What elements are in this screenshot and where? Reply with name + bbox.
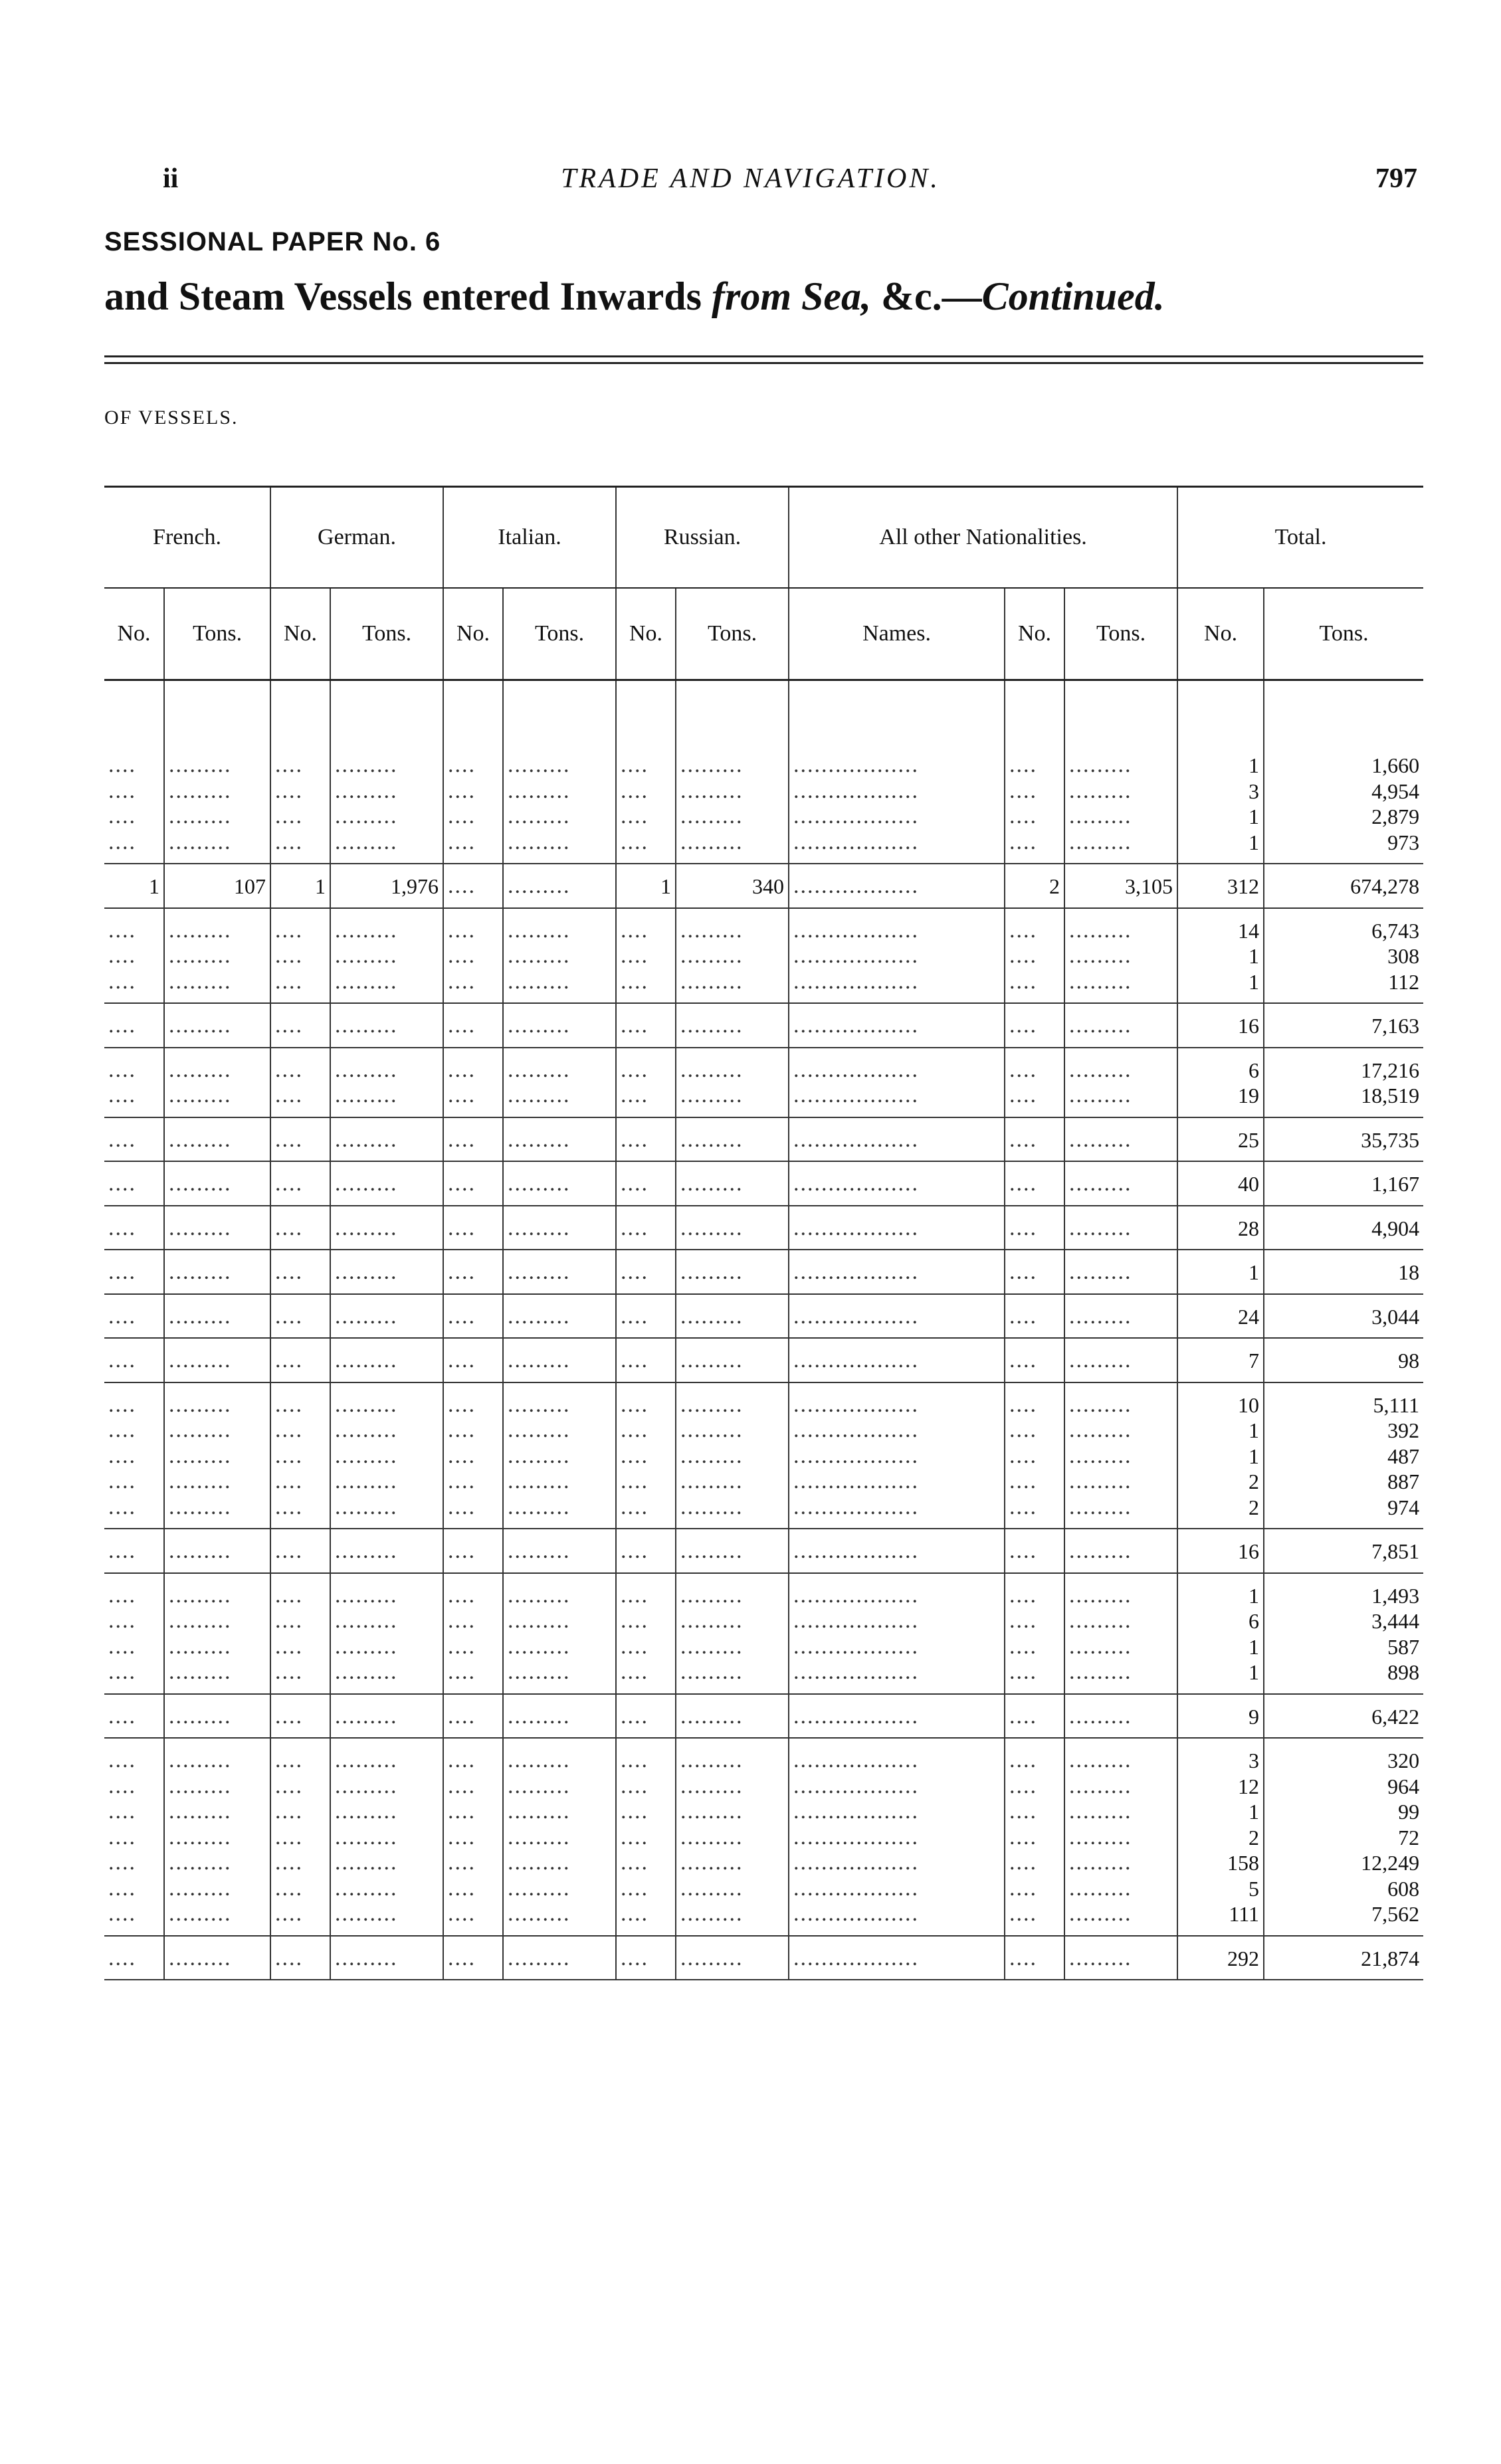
table-cell: ....: [1005, 1294, 1064, 1339]
table-cell: ......... .........: [676, 1048, 789, 1117]
table-cell: ....: [104, 1206, 164, 1250]
table-cell: .........: [503, 1294, 616, 1339]
table-cell: ......... ......... ......... ......... .........: [503, 1382, 616, 1529]
table-cell: ....: [443, 1338, 503, 1382]
table-cell: ....: [1005, 1338, 1064, 1382]
table-cell: .........: [330, 1294, 443, 1339]
group-total: Total.: [1177, 487, 1423, 589]
table-cell: .... ....: [443, 1048, 503, 1117]
table-cell: ....: [443, 1936, 503, 1980]
table-cell: .........: [503, 1936, 616, 1980]
table-cell: .........: [330, 1003, 443, 1048]
table-cell: .........: [164, 1206, 270, 1250]
table-cell: ....: [270, 1529, 330, 1573]
group-italian: Italian.: [443, 487, 616, 589]
table-cell: 25: [1177, 1117, 1264, 1162]
table-cell: .........: [330, 1936, 443, 1980]
table-cell: ....: [616, 1003, 676, 1048]
table-cell: ....: [443, 1206, 503, 1250]
table-cell: 24: [1177, 1294, 1264, 1339]
table-cell: ......... .........: [164, 1048, 270, 1117]
table-cell: ....: [443, 1161, 503, 1206]
table-cell: ....: [616, 1529, 676, 1573]
table-cell: ....: [443, 864, 503, 908]
table-row: [104, 1573, 1423, 1694]
table-cell: .........: [1064, 1003, 1177, 1048]
page-left-marker: ii: [163, 163, 179, 194]
table-row: [104, 1936, 1423, 1980]
table-cell: .........: [164, 1338, 270, 1382]
table-cell: .... .... ....: [270, 908, 330, 1004]
table-cell: .........: [503, 1206, 616, 1250]
table-row: [104, 1294, 1423, 1339]
table-cell: ....: [616, 1117, 676, 1162]
table-cell: .........: [1064, 1206, 1177, 1250]
vessels-table: [104, 486, 1423, 1980]
table-cell: .........: [1064, 1694, 1177, 1739]
table-row: [104, 1694, 1423, 1739]
table-cell: .........: [1064, 1529, 1177, 1573]
table-cell: 3,105: [1064, 864, 1177, 908]
col-other-tons: Tons.: [1064, 588, 1177, 680]
table-cell: ......... ......... ......... ......... ......... ......... .........: [330, 1738, 443, 1936]
table-cell: .... .... .... ....: [616, 750, 676, 864]
table-cell: 3,044: [1264, 1294, 1423, 1339]
heading-part-1: and Steam Vessels entered Inwards: [104, 274, 712, 318]
table-cell: .... .... .... ....: [1005, 750, 1064, 864]
table-spacer-row: [104, 680, 1423, 751]
table-cell: ....: [104, 1161, 164, 1206]
table-cell: ......... ......... .........: [676, 908, 789, 1004]
table-cell: 6,743 308 112: [1264, 908, 1423, 1004]
table-cell: ....: [270, 1694, 330, 1739]
table-cell: ..................: [789, 1161, 1005, 1206]
col-russian-tons: Tons.: [676, 588, 789, 680]
sessional-paper-label: SESSIONAL PAPER No. 6: [104, 227, 441, 256]
table-cell: 312: [1177, 864, 1264, 908]
table-cell: 1: [104, 864, 164, 908]
table-cell: .........: [503, 1003, 616, 1048]
table-cell: 107: [164, 864, 270, 908]
table-cell: .................. ..................: [789, 1048, 1005, 1117]
table-cell: ....: [1005, 1206, 1064, 1250]
table-cell: ....: [443, 1250, 503, 1294]
double-rule-bottom: [104, 362, 1423, 364]
table-cell: .........: [676, 1206, 789, 1250]
table-cell: ....: [616, 1694, 676, 1739]
group-header-row: [104, 487, 1423, 589]
table-cell: .........: [676, 1694, 789, 1739]
table-row: [104, 1529, 1423, 1573]
table-cell: .................. .................. ..................: [789, 908, 1005, 1004]
table-cell: ......... ......... .........: [330, 908, 443, 1004]
table-cell: 7,163: [1264, 1003, 1423, 1048]
table-cell: ....: [1005, 1117, 1064, 1162]
table-cell: ....: [104, 1250, 164, 1294]
table-cell: 3 12 1 2 158 5 111: [1177, 1738, 1264, 1936]
table-cell: .........: [676, 1003, 789, 1048]
table-cell: 292: [1177, 1936, 1264, 1980]
table-cell: ....: [616, 1250, 676, 1294]
table-cell: .........: [676, 1117, 789, 1162]
table-row: [104, 1250, 1423, 1294]
table-cell: .........: [330, 1250, 443, 1294]
table-cell: .... ....: [1005, 1048, 1064, 1117]
table-cell: .........: [1064, 1250, 1177, 1294]
col-total-no: No.: [1177, 588, 1264, 680]
table-cell: .... .... .... ....: [1005, 1573, 1064, 1694]
table-row: [104, 1382, 1423, 1529]
table-cell: ......... ......... .........: [503, 908, 616, 1004]
table-cell: .........: [503, 1117, 616, 1162]
table-cell: .... .... .... .... .... .... ....: [1005, 1738, 1064, 1936]
table-row: [104, 1338, 1423, 1382]
table-cell: ......... .........: [330, 1048, 443, 1117]
table-cell: .........: [330, 1694, 443, 1739]
table-cell: 10 1 1 2 2: [1177, 1382, 1264, 1529]
table-cell: 6 19: [1177, 1048, 1264, 1117]
table-cell: .........: [676, 1936, 789, 1980]
table-cell: .... .... .... .... .... .... ....: [616, 1738, 676, 1936]
table-cell: ......... ......... ......... .........: [164, 1573, 270, 1694]
table-cell: 9: [1177, 1694, 1264, 1739]
table-cell: 1: [616, 864, 676, 908]
col-german-no: No.: [270, 588, 330, 680]
table-cell: .........: [164, 1694, 270, 1739]
table-body: [104, 680, 1423, 1980]
table-cell: ......... ......... ......... .........: [330, 1573, 443, 1694]
table-cell: .........: [503, 1694, 616, 1739]
table-row: [104, 1117, 1423, 1162]
table-cell: ....: [443, 1117, 503, 1162]
table-cell: ..................: [789, 1694, 1005, 1739]
table-cell: ....: [270, 1338, 330, 1382]
table-cell: ......... ......... ......... .........: [676, 1573, 789, 1694]
table-cell: .... .... .... ....: [443, 750, 503, 864]
table-cell: ....: [104, 1338, 164, 1382]
table-cell: 40: [1177, 1161, 1264, 1206]
table-cell: .........: [1064, 1117, 1177, 1162]
table-cell: .... .... .... ....: [104, 1573, 164, 1694]
table-cell: ......... .........: [1064, 1048, 1177, 1117]
table-cell: .........: [330, 1117, 443, 1162]
table-cell: .........: [503, 1338, 616, 1382]
table-cell: ......... ......... ......... ......... .........: [676, 1382, 789, 1529]
double-rule-top: [104, 355, 1423, 357]
table-cell: .........: [676, 1250, 789, 1294]
table-cell: 674,278: [1264, 864, 1423, 908]
table-cell: .........: [164, 1936, 270, 1980]
running-title: TRADE AND NAVIGATION.: [561, 163, 940, 194]
table-cell: 35,735: [1264, 1117, 1423, 1162]
table-cell: 5,111 392 487 887 974: [1264, 1382, 1423, 1529]
table-cell: .........: [164, 1294, 270, 1339]
table-cell: ......... ......... ......... ......... ......... ......... .........: [676, 1738, 789, 1936]
table-cell: 340: [676, 864, 789, 908]
table-cell: .........: [503, 1529, 616, 1573]
table-cell: .... .... ....: [443, 908, 503, 1004]
table-cell: 1,660 4,954 2,879 973: [1264, 750, 1423, 864]
group-german: German.: [270, 487, 443, 589]
table-cell: ......... ......... ......... ......... ......... ......... .........: [164, 1738, 270, 1936]
heading-italic-1: from Sea,: [711, 274, 871, 318]
table-row: [104, 908, 1423, 1004]
table-cell: .................. .................. .................. ..................: [789, 750, 1005, 864]
page-heading: [104, 274, 1165, 320]
heading-italic-2: Continued.: [981, 274, 1165, 318]
col-russian-no: No.: [616, 588, 676, 680]
table-cell: ....: [270, 1003, 330, 1048]
table-cell: ..................: [789, 1003, 1005, 1048]
table-cell: ......... ......... ......... ......... ......... ......... .........: [1064, 1738, 1177, 1936]
table-cell: .... .... .... .... ....: [443, 1382, 503, 1529]
table-cell: .........: [164, 1250, 270, 1294]
table-cell: .........: [164, 1003, 270, 1048]
table-row: [104, 1048, 1423, 1117]
table-cell: 7,851: [1264, 1529, 1423, 1573]
table-cell: ....: [616, 1294, 676, 1339]
table-cell: ....: [616, 1206, 676, 1250]
table-cell: ....: [1005, 1529, 1064, 1573]
table-cell: ..................: [789, 1117, 1005, 1162]
table-cell: ....: [104, 1936, 164, 1980]
col-other-names: Names.: [789, 588, 1005, 680]
table-cell: .........: [164, 1161, 270, 1206]
table-cell: ....: [1005, 1936, 1064, 1980]
table-cell: ..................: [789, 1338, 1005, 1382]
table-cell: .........: [503, 1161, 616, 1206]
table-cell: 1: [270, 864, 330, 908]
table-cell: .... ....: [616, 1048, 676, 1117]
table-row: [104, 1161, 1423, 1206]
table-cell: ....: [1005, 1694, 1064, 1739]
table-cell: ....: [1005, 1161, 1064, 1206]
table-cell: ......... ......... ......... .........: [164, 750, 270, 864]
sub-header-row: [104, 588, 1423, 680]
table-cell: ......... ......... ......... .........: [676, 750, 789, 864]
table-row: [104, 1206, 1423, 1250]
table-cell: .... .... .... ....: [270, 750, 330, 864]
table-cell: ......... ......... ......... ......... ......... ......... .........: [503, 1738, 616, 1936]
table-cell: 1: [1177, 1250, 1264, 1294]
table-cell: ......... ......... ......... .........: [330, 750, 443, 864]
table-cell: .........: [164, 1117, 270, 1162]
table-cell: .... .... .... .... ....: [270, 1382, 330, 1529]
table-cell: ......... ......... ......... .........: [503, 750, 616, 864]
table-cell: .... .... ....: [1005, 908, 1064, 1004]
table-cell: 21,874: [1264, 1936, 1423, 1980]
table-cell: .... .... .... ....: [443, 1573, 503, 1694]
table-cell: ......... ......... .........: [1064, 908, 1177, 1004]
table-cell: .... .... .... .... ....: [104, 1382, 164, 1529]
table-cell: .........: [1064, 1936, 1177, 1980]
table-cell: .... .... .... ....: [616, 1573, 676, 1694]
table-cell: .... .... ....: [616, 908, 676, 1004]
table-cell: .... .... .... .... .... .... ....: [104, 1738, 164, 1936]
table-cell: .........: [676, 1294, 789, 1339]
table-cell: 320 964 99 72 12,249 608 7,562: [1264, 1738, 1423, 1936]
table-cell: .........: [1064, 1161, 1177, 1206]
table-cell: .... .... .... .... ....: [616, 1382, 676, 1529]
col-other-no: No.: [1005, 588, 1064, 680]
table-row: [104, 750, 1423, 864]
table-cell: ....: [443, 1003, 503, 1048]
table-cell: .........: [330, 1206, 443, 1250]
table-cell: .................. .................. .................. .................. ..................: [789, 1382, 1005, 1529]
group-other: All other Nationalities.: [789, 487, 1177, 589]
table-cell: 16: [1177, 1003, 1264, 1048]
table-cell: ......... ......... ......... ......... .........: [164, 1382, 270, 1529]
table-cell: 1,167: [1264, 1161, 1423, 1206]
table-cell: 4,904: [1264, 1206, 1423, 1250]
table-cell: 1,493 3,444 587 898: [1264, 1573, 1423, 1694]
table-cell: ..................: [789, 1936, 1005, 1980]
table-cell: .... .... .... .... .... .... ....: [443, 1738, 503, 1936]
table-cell: ..................: [789, 1206, 1005, 1250]
table-cell: 2: [1005, 864, 1064, 908]
table-cell: 18: [1264, 1250, 1423, 1294]
table-cell: ....: [270, 1936, 330, 1980]
table-cell: .........: [330, 1529, 443, 1573]
table-cell: .........: [503, 1250, 616, 1294]
table-cell: ......... ......... ......... .........: [1064, 1573, 1177, 1694]
table-cell: .........: [676, 1161, 789, 1206]
table-cell: .... ....: [270, 1048, 330, 1117]
table-cell: ......... ......... ......... ......... .........: [330, 1382, 443, 1529]
group-russian: Russian.: [616, 487, 789, 589]
table-cell: .... .... .... .... ....: [1005, 1382, 1064, 1529]
page-number: 797: [1375, 163, 1417, 194]
table-cell: ....: [443, 1694, 503, 1739]
table-cell: 1 3 1 1: [1177, 750, 1264, 864]
table-cell: ....: [443, 1294, 503, 1339]
table-cell: ......... .........: [503, 1048, 616, 1117]
table-cell: .........: [676, 1529, 789, 1573]
table-row: [104, 1003, 1423, 1048]
table-cell: ....: [270, 1161, 330, 1206]
table-cell: ....: [616, 1161, 676, 1206]
table-cell: ....: [104, 1294, 164, 1339]
table-cell: ..................: [789, 1294, 1005, 1339]
table-cell: 14 1 1: [1177, 908, 1264, 1004]
table-cell: 6,422: [1264, 1694, 1423, 1739]
table-cell: .........: [330, 1338, 443, 1382]
table-cell: ......... ......... ......... ......... .........: [1064, 1382, 1177, 1529]
table-cell: ....: [270, 1250, 330, 1294]
table-cell: ....: [270, 1206, 330, 1250]
table-cell: .........: [1064, 1338, 1177, 1382]
table-cell: .........: [330, 1161, 443, 1206]
col-total-tons: Tons.: [1264, 588, 1423, 680]
col-german-tons: Tons.: [330, 588, 443, 680]
table-cell: .... .... .... ....: [104, 750, 164, 864]
heading-part-2: &c.—: [870, 274, 982, 318]
table-cell: ....: [1005, 1003, 1064, 1048]
table-cell: .................. .................. .................. ..................: [789, 1573, 1005, 1694]
table-cell: ..................: [789, 1529, 1005, 1573]
table-cell: .... .... ....: [104, 908, 164, 1004]
table-cell: ....: [443, 1529, 503, 1573]
table-cell: ..................: [789, 1250, 1005, 1294]
table-cell: ..................: [789, 864, 1005, 908]
col-french-tons: Tons.: [164, 588, 270, 680]
table-cell: 28: [1177, 1206, 1264, 1250]
table-cell: 98: [1264, 1338, 1423, 1382]
table-cell: .... .... .... ....: [270, 1573, 330, 1694]
table-cell: .........: [164, 1529, 270, 1573]
table-cell: ....: [104, 1003, 164, 1048]
table-cell: ....: [104, 1694, 164, 1739]
col-italian-no: No.: [443, 588, 503, 680]
table-cell: 1 6 1 1: [1177, 1573, 1264, 1694]
table-row: [104, 1738, 1423, 1936]
col-italian-tons: Tons.: [503, 588, 616, 680]
group-french: French.: [104, 487, 270, 589]
table-cell: .... ....: [104, 1048, 164, 1117]
table-cell: ....: [104, 1529, 164, 1573]
col-french-no: No.: [104, 588, 164, 680]
table-cell: .........: [503, 864, 616, 908]
table-cell: 17,216 18,519: [1264, 1048, 1423, 1117]
table-cell: ....: [270, 1117, 330, 1162]
table-cell: .........: [676, 1338, 789, 1382]
table-cell: ......... ......... ......... .........: [1064, 750, 1177, 864]
section-label: OF VESSELS.: [104, 407, 239, 428]
table-cell: 1,976: [330, 864, 443, 908]
table-cell: ......... ......... .........: [164, 908, 270, 1004]
table-cell: ....: [104, 1117, 164, 1162]
table-cell: .........: [1064, 1294, 1177, 1339]
table-cell: 7: [1177, 1338, 1264, 1382]
table-row: [104, 864, 1423, 908]
table-cell: 16: [1177, 1529, 1264, 1573]
table-cell: .... .... .... .... .... .... ....: [270, 1738, 330, 1936]
table-cell: ......... ......... ......... .........: [503, 1573, 616, 1694]
table-cell: .................. .................. .................. .................. .................. .................. ..................: [789, 1738, 1005, 1936]
table-cell: ....: [1005, 1250, 1064, 1294]
table-cell: ....: [616, 1338, 676, 1382]
table-cell: ....: [270, 1294, 330, 1339]
table-cell: ....: [616, 1936, 676, 1980]
